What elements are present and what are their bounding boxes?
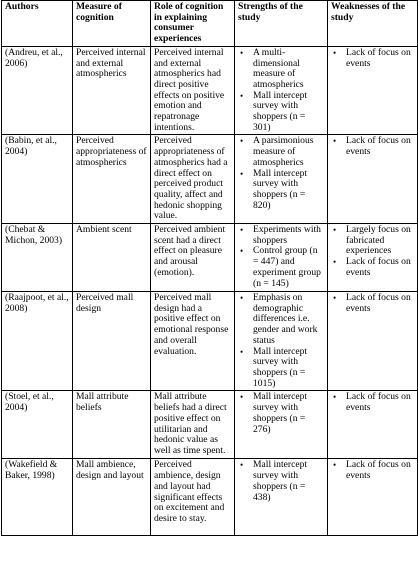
strength-item: • Mall intercept survey with shoppers (n = 301) — [238, 91, 324, 134]
authors-cell: (Raajpoot, et al., 2008) — [2, 292, 73, 391]
header-measure: Measure of cognition — [73, 1, 151, 47]
weaknesses-cell — [328, 224, 418, 292]
strength-item: • A parsimonious measure of atmospherics — [238, 136, 324, 168]
measure-cell: Mall ambience, design and layout — [73, 459, 151, 536]
strengths-cell — [235, 135, 328, 224]
strengths-cell — [235, 391, 328, 459]
strengths-cell — [235, 459, 328, 536]
table-row — [2, 391, 418, 459]
strength-item: • Mall intercept survey with shoppers (n = 820) — [238, 169, 324, 212]
literature-review-table — [1, 0, 418, 536]
measure-cell: Perceived internal and external atmospherics — [73, 46, 151, 135]
role-cell: Perceived mall design had a positive effect on emotional response and overall evaluation. — [151, 292, 235, 391]
weakness-item: • Lack of focus on events — [331, 136, 414, 157]
measure-cell: Mall attribute beliefs — [73, 391, 151, 459]
table-row — [2, 292, 418, 391]
header-strengths: Strengths of the study — [235, 1, 328, 47]
weakness-item: • Lack of focus on events — [331, 48, 414, 69]
header-row — [2, 1, 418, 47]
authors-cell: (Chebat & Michon, 2003) — [2, 224, 73, 292]
authors-cell: (Babin, et al., 2004) — [2, 135, 73, 224]
weakness-item: • Lack of focus on events — [331, 257, 414, 278]
strength-item: • Mall intercept survey with shoppers (n = 276) — [238, 392, 324, 435]
measure-cell: Perceived appropriateness of atmospherics — [73, 135, 151, 224]
weaknesses-cell — [328, 135, 418, 224]
weaknesses-cell — [328, 46, 418, 135]
strength-item: • Experiments with shoppers — [238, 225, 324, 246]
measure-cell: Perceived mall design — [73, 292, 151, 391]
role-cell: Perceived ambient scent had a direct effect on pleasure and arousal (emotion). — [151, 224, 235, 292]
strength-item: • Control group (n = 447) and experiment group (n = 145) — [238, 246, 324, 289]
strengths-cell — [235, 292, 328, 391]
header-role: Role of cognition in explaining consumer experiences — [151, 1, 235, 47]
role-cell: Perceived internal and external atmospherics had direct positive effects on positive emotion and repatronage intentions. — [151, 46, 235, 135]
table-row — [2, 224, 418, 292]
measure-cell: Ambient scent — [73, 224, 151, 292]
header-weaknesses: Weaknesses of the study — [328, 1, 418, 47]
table-row — [2, 459, 418, 536]
authors-cell: (Wakefield & Baker, 1998) — [2, 459, 73, 536]
strengths-cell — [235, 46, 328, 135]
weakness-item: • Lack of focus on events — [331, 293, 414, 314]
weakness-item: • Largely focus on fabricated experiences — [331, 225, 414, 257]
header-authors: Authors — [2, 1, 73, 47]
table-row — [2, 135, 418, 224]
strength-item: • A multi-dimensional measure of atmospherics — [238, 48, 324, 91]
strength-item: • Mall intercept survey with shoppers (n = 1015) — [238, 347, 324, 390]
weaknesses-cell — [328, 391, 418, 459]
role-cell: Perceived appropriateness of atmospherics had a direct effect on perceived product quality, affect and hedonic shopping value. — [151, 135, 235, 224]
role-cell: Perceived ambience, design and layout had significant effects on excitement and desire to stay. — [151, 459, 235, 536]
authors-cell: (Andreu, et al., 2006) — [2, 46, 73, 135]
weaknesses-cell — [328, 459, 418, 536]
weakness-item: • Lack of focus on events — [331, 460, 414, 481]
strength-item: • Mall intercept survey with shoppers (n = 438) — [238, 460, 324, 503]
role-cell: Mall attribute beliefs had a direct positive effect on utilitarian and hedonic value as well as time spent. — [151, 391, 235, 459]
authors-cell: (Stoel, et al., 2004) — [2, 391, 73, 459]
weaknesses-cell — [328, 292, 418, 391]
strength-item: • Emphasis on demographic differences i.e. gender and work status — [238, 293, 324, 347]
table-row — [2, 46, 418, 135]
strengths-cell — [235, 224, 328, 292]
weakness-item: • Lack of focus on events — [331, 392, 414, 413]
